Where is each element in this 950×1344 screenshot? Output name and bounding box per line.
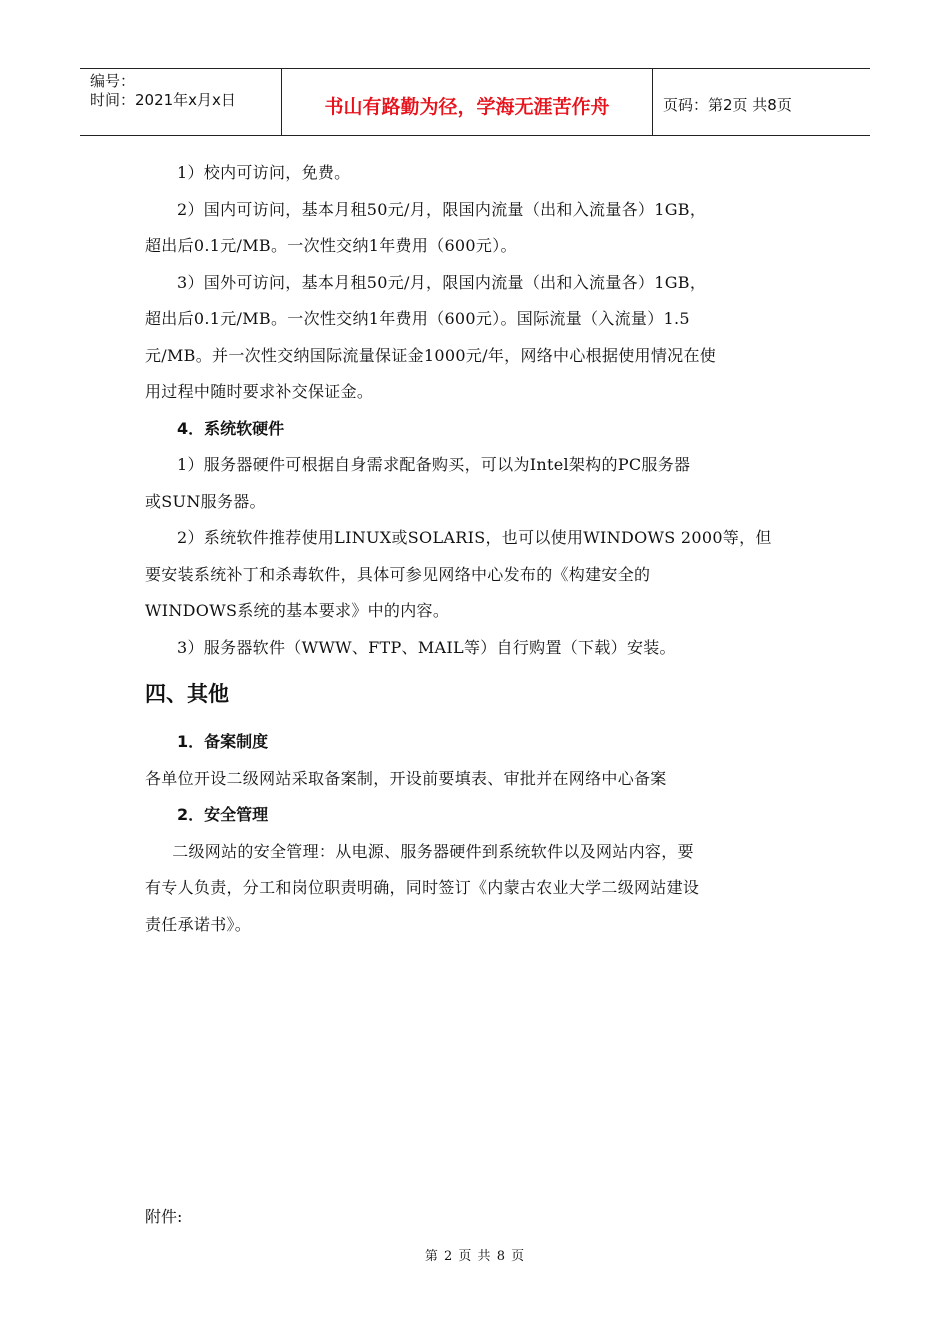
section-heading-other: 四、其他 <box>145 682 229 706</box>
paragraph-foreign-access: 3）国外可访问，基本月租50元/月，限国内流量（出和入流量各）1GB， <box>177 272 707 292</box>
header-page-code: 页码：第2页 共8页 <box>663 95 792 114</box>
page-footer: 第 2 页 共 8 页 <box>424 1249 526 1264</box>
header-motto: 书山有路勤为径，学海无涯苦作舟 <box>282 69 653 135</box>
paragraph-server-hardware-cont: 或SUN服务器。 <box>145 491 266 511</box>
attachment-label: 附件: <box>145 1207 183 1226</box>
paragraph-security-management: 二级网站的安全管理：从电源、服务器硬件到系统软件以及网站内容，要 <box>172 841 694 861</box>
document-time-label: 时间：2021年x月x日 <box>90 91 236 109</box>
paragraph-foreign-access-cont3: 用过程中随时要求补交保证金。 <box>145 382 374 401</box>
paragraph-security-management-cont2: 责任承诺书》。 <box>145 914 252 934</box>
paragraph-record-system: 各单位开设二级网站采取备案制，开设前要填表、审批并在网络中心备案 <box>145 768 667 788</box>
heading-record-system: 1．备案制度 <box>177 732 269 751</box>
heading-system-hardware-software: 4．系统软硬件 <box>177 418 285 438</box>
paragraph-foreign-access-cont1: 超出后0.1元/MB。一次性交纳1年费用（600元）。国际流量（入流量）1.5 <box>145 309 690 328</box>
paragraph-system-software-cont1: 要安装系统补丁和杀毒软件，具体可参见网络中心发布的《构建安全的 <box>145 564 651 584</box>
paragraph-campus-access: 1）校内可访问，免费。 <box>177 163 351 182</box>
paragraph-system-software: 2）系统软件推荐使用LINUX或SOLARIS，也可以使用WINDOWS 2000等，但 <box>177 528 772 547</box>
header-meta-cell <box>80 69 282 135</box>
paragraph-security-management-cont1: 有专人负责，分工和岗位职责明确，同时签订《内蒙古农业大学二级网站建设 <box>145 878 700 897</box>
paragraph-server-hardware: 1）服务器硬件可根据自身需求配备购买，可以为Intel架构的PC服务器 <box>177 455 691 474</box>
paragraph-system-software-cont2: WINDOWS系统的基本要求》中的内容。 <box>145 601 450 620</box>
document-header <box>80 68 870 136</box>
paragraph-domestic-access-cont: 超出后0.1元/MB。一次性交纳1年费用（600元）。 <box>145 236 517 255</box>
paragraph-server-software: 3）服务器软件（WWW、FTP、MAIL等）自行购置（下载）安装。 <box>177 637 676 657</box>
paragraph-domestic-access: 2）国内可访问，基本月租50元/月，限国内流量（出和入流量各）1GB， <box>177 199 707 219</box>
document-number-label: 编号： <box>90 72 136 90</box>
document-body <box>145 155 810 943</box>
heading-security-management: 2．安全管理 <box>177 805 269 824</box>
paragraph-foreign-access-cont2: 元/MB。并一次性交纳国际流量保证金1000元/年，网络中心根据使用情况在使 <box>145 345 717 365</box>
